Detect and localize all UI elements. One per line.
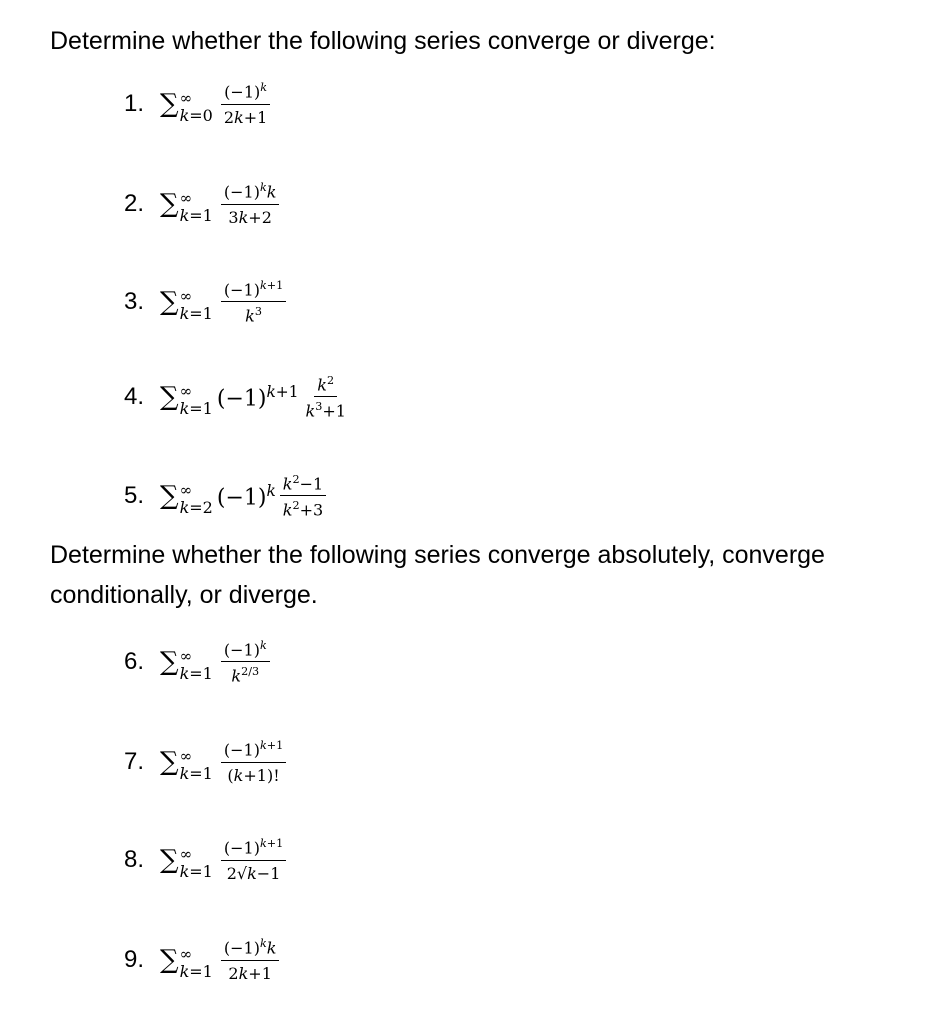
item-number: 8. xyxy=(124,846,145,873)
sign-factor: $(-1)^{k+1}$ xyxy=(216,382,299,412)
lower-limit: k=1 xyxy=(179,398,213,418)
item-number: 4. xyxy=(124,383,145,410)
summation xyxy=(160,844,213,881)
denominator: 2k+1 xyxy=(228,963,272,983)
sigma-icon: ∑ xyxy=(160,945,179,975)
lower-limit: k=1 xyxy=(179,763,213,783)
lower-limit: k=1 xyxy=(179,205,213,225)
denominator: $k^2+3$ xyxy=(282,499,324,520)
series-item xyxy=(124,920,279,1000)
numerator: $(-1)^{k+1}$ xyxy=(221,739,286,762)
fraction xyxy=(221,181,280,226)
upper-limit: ∞ xyxy=(179,286,193,305)
denominator: $k^{2/3}$ xyxy=(231,665,260,686)
sigma-icon: ∑ xyxy=(160,189,179,219)
series-item xyxy=(124,456,326,536)
fraction xyxy=(221,937,280,982)
fraction xyxy=(221,739,286,784)
sigma-icon: ∑ xyxy=(160,845,179,875)
series-item xyxy=(124,164,279,244)
heading-absolute-conditional: Determine whether the following series converge absolutely, converge conditionally, or diverge. xyxy=(50,541,825,609)
lower-limit: k=2 xyxy=(179,497,213,517)
numerator: $k^2$ xyxy=(314,374,337,397)
summation xyxy=(160,944,213,981)
denominator: $k^3+1$ xyxy=(305,400,346,421)
sigma-icon: ∑ xyxy=(160,481,179,511)
denominator: (k+1)! xyxy=(227,765,280,785)
summation xyxy=(160,188,213,225)
fraction xyxy=(303,374,349,421)
numerator: $(-1)^kk$ xyxy=(221,181,280,204)
lower-limit: k=1 xyxy=(179,663,213,683)
upper-limit: ∞ xyxy=(179,944,193,963)
item-number: 7. xyxy=(124,748,145,775)
summation xyxy=(160,480,213,517)
series-item xyxy=(124,820,286,900)
item-number: 1. xyxy=(124,90,145,117)
fraction xyxy=(280,473,326,520)
upper-limit: ∞ xyxy=(179,381,193,400)
numerator: $(-1)^kk$ xyxy=(221,937,280,960)
series-item xyxy=(124,262,286,342)
upper-limit: ∞ xyxy=(179,746,193,765)
denominator: 2k+1 xyxy=(223,107,268,127)
summation xyxy=(160,88,213,125)
numerator: $k^2-1$ xyxy=(280,473,326,496)
fraction xyxy=(221,837,286,882)
summation xyxy=(160,381,213,418)
sigma-icon: ∑ xyxy=(160,747,179,777)
lower-limit: k=0 xyxy=(179,105,213,125)
numerator: $(-1)^k$ xyxy=(221,81,270,104)
denominator: 3k+2 xyxy=(228,207,272,227)
item-number: 9. xyxy=(124,946,145,973)
fraction xyxy=(221,279,286,326)
lower-limit: k=1 xyxy=(179,961,213,981)
sigma-icon: ∑ xyxy=(160,89,179,119)
upper-limit: ∞ xyxy=(179,88,193,107)
item-number: 5. xyxy=(124,482,145,509)
item-number: 3. xyxy=(124,288,145,315)
item-number: 2. xyxy=(124,190,145,217)
numerator: $(-1)^k$ xyxy=(221,639,270,662)
summation xyxy=(160,746,213,783)
sigma-icon: ∑ xyxy=(160,287,179,317)
sigma-icon: ∑ xyxy=(160,382,179,412)
upper-limit: ∞ xyxy=(179,188,193,207)
lower-limit: k=1 xyxy=(179,861,213,881)
upper-limit: ∞ xyxy=(179,480,193,499)
upper-limit: ∞ xyxy=(179,646,193,665)
summation xyxy=(160,286,213,323)
sign-factor: $(-1)^k$ xyxy=(216,481,276,511)
upper-limit: ∞ xyxy=(179,844,193,863)
series-item xyxy=(124,64,270,144)
sigma-icon: ∑ xyxy=(160,647,179,677)
numerator: $(-1)^{k+1}$ xyxy=(221,837,286,860)
series-item xyxy=(124,722,286,802)
series-item xyxy=(124,357,349,437)
fraction xyxy=(221,81,270,126)
heading-converge-diverge: Determine whether the following series converge or diverge: xyxy=(50,27,716,55)
numerator: $(-1)^{k+1}$ xyxy=(221,279,286,302)
denominator: 2√k−1 xyxy=(226,863,281,883)
fraction xyxy=(221,639,270,686)
denominator: $k^3$ xyxy=(245,305,262,326)
series-item xyxy=(124,622,270,702)
lower-limit: k=1 xyxy=(179,303,213,323)
item-number: 6. xyxy=(124,648,145,675)
summation xyxy=(160,646,213,683)
